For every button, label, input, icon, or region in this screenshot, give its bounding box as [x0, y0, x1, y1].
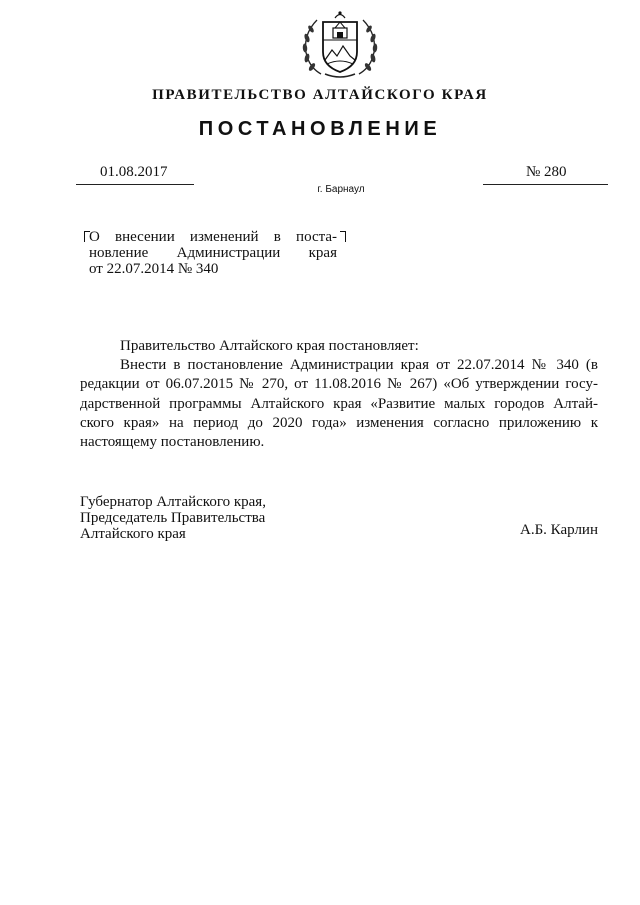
city-label: г. Барнаул: [317, 184, 365, 195]
subject-bracket-right: [340, 231, 346, 242]
position-line: Губернатор Алтайского края,: [80, 494, 266, 510]
subject-line: от 22.07.2014 № 340: [89, 261, 219, 277]
position-line: Председатель Правительства: [80, 510, 266, 526]
document-number: № 280: [526, 164, 567, 180]
paragraph-line: дарственной программы Алтайского края «Развитие малых городов Алтай-: [80, 395, 598, 412]
paragraph-line: ского края» на период до 2020 года» изменения согласно приложению к: [80, 414, 598, 431]
paragraph-line: настоящему постановлению.: [80, 434, 265, 451]
signatory-position: [80, 494, 380, 542]
number-line: [483, 164, 608, 185]
altai-krai-coat-of-arms-icon: [299, 8, 381, 80]
document-subject: [89, 229, 337, 277]
subject-line: новление Администрации края: [89, 245, 337, 261]
date-line: [76, 164, 194, 185]
position-line: Алтайского края: [80, 526, 186, 542]
paragraph-line: Внести в постановление Администрации края от 22.07.2014 № 340 (в: [120, 357, 598, 374]
organization-name: ПРАВИТЕЛЬСТВО АЛТАЙСКОГО КРАЯ: [152, 87, 488, 103]
document-body: [80, 337, 598, 452]
signatory-name: А.Б. Карлин: [519, 522, 598, 538]
subject-line: О внесении изменений в поста-: [89, 229, 337, 245]
paragraph-line: редакции от 06.07.2015 № 270, от 11.08.2016 № 267) «Об утверждении госу-: [80, 376, 598, 393]
body-paragraph: [80, 356, 598, 452]
body-preamble: Правительство Алтайского края постановляет:: [120, 338, 419, 354]
document-type-title: ПОСТАНОВЛЕНИЕ: [198, 118, 442, 140]
document-date: 01.08.2017: [100, 164, 168, 180]
